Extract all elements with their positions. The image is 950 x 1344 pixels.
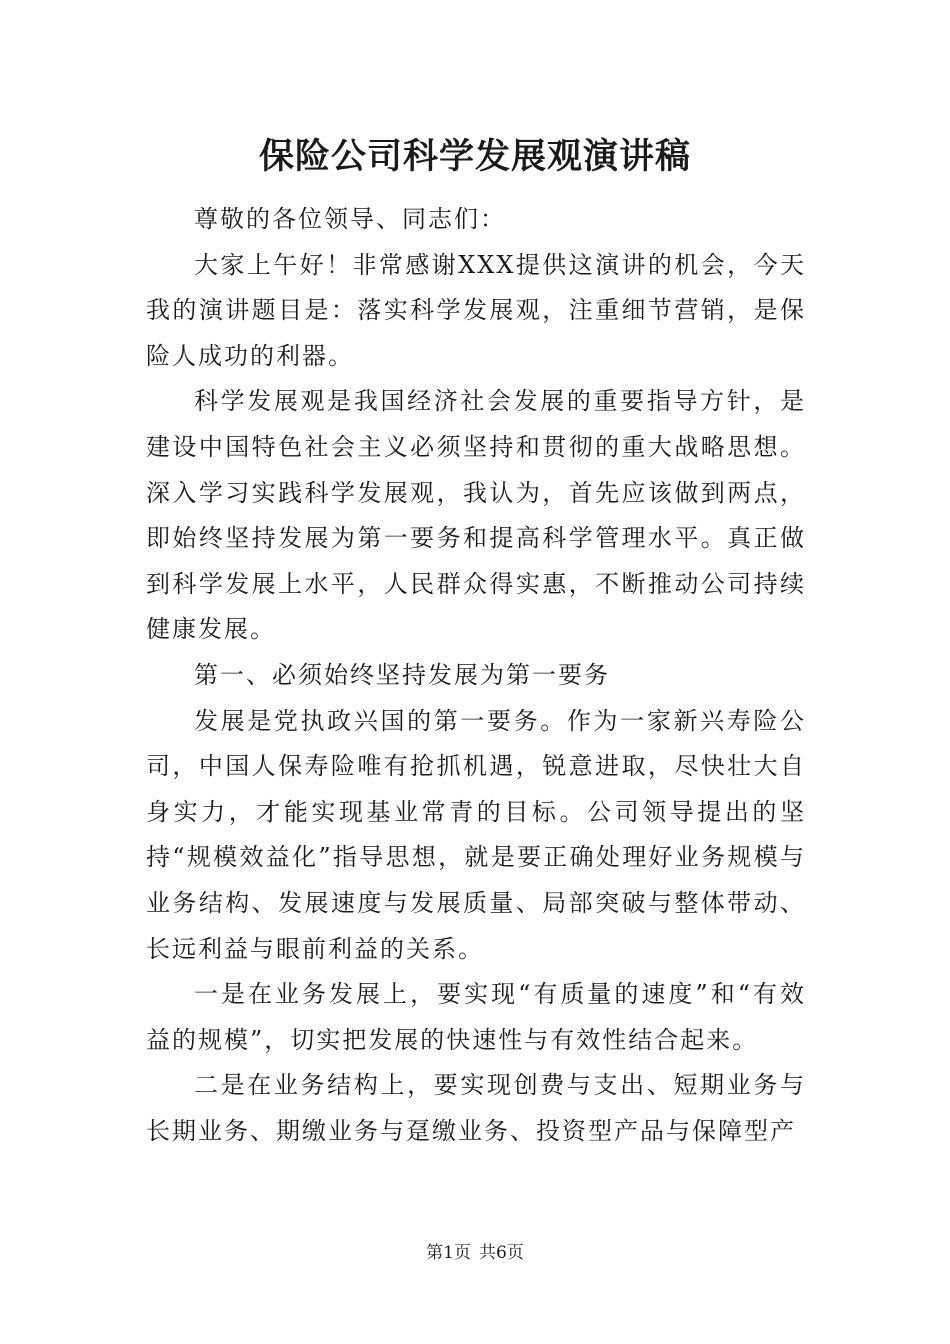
paragraph-point-two: 二是在业务结构上，要实现创费与支出、短期业务与长期业务、期缴业务与趸缴业务、投资型产品与保障型产 <box>146 1071 806 1145</box>
paragraph-greeting: 尊敬的各位领导、同志们： <box>194 205 506 233</box>
page-number: 第1页 <box>426 1243 471 1263</box>
document-body <box>146 197 806 1154</box>
paragraph-scientific-outlook: 科学发展观是我国经济社会发展的重要指导方针，是建设中国特色社会主义必须坚持和贯彻的重大战略思想。深入学习实践科学发展观，我认为，首先应该做到两点，即始终坚持发展为第一要务和提高科学管理水平。真正做到科学发展上水平，人民群众得实惠，不断推动公司持续健康发展。 <box>146 387 806 644</box>
page-total: 共6页 <box>479 1243 524 1263</box>
paragraph-point-one: 一是在业务发展上，要实现“有质量的速度”和“有效益的规模”，切实把发展的快速性与有效性结合起来。 <box>146 980 806 1054</box>
document-title: 保险公司科学发展观演讲稿 <box>258 136 691 177</box>
paragraph-development: 发展是党执政兴国的第一要务。作为一家新兴寿险公司，中国人保寿险唯有抢抓机遇，锐意进取，尽快壮大自身实力，才能实现基业常青的目标。公司领导提出的坚持“规模效益化”指导思想，就是要正确处理好业务规模与业务结构、发展速度与发展质量、局部突破与整体带动、长远利益与眼前利益的关系。 <box>146 706 806 963</box>
section-heading: 第一、必须始终坚持发展为第一要务 <box>194 660 610 689</box>
paragraph-opening: 大家上午好！非常感谢XXX提供这演讲的机会，今天我的演讲题目是：落实科学发展观，注重细节营销，是保险人成功的利器。 <box>146 250 806 370</box>
page-footer <box>0 1241 950 1265</box>
